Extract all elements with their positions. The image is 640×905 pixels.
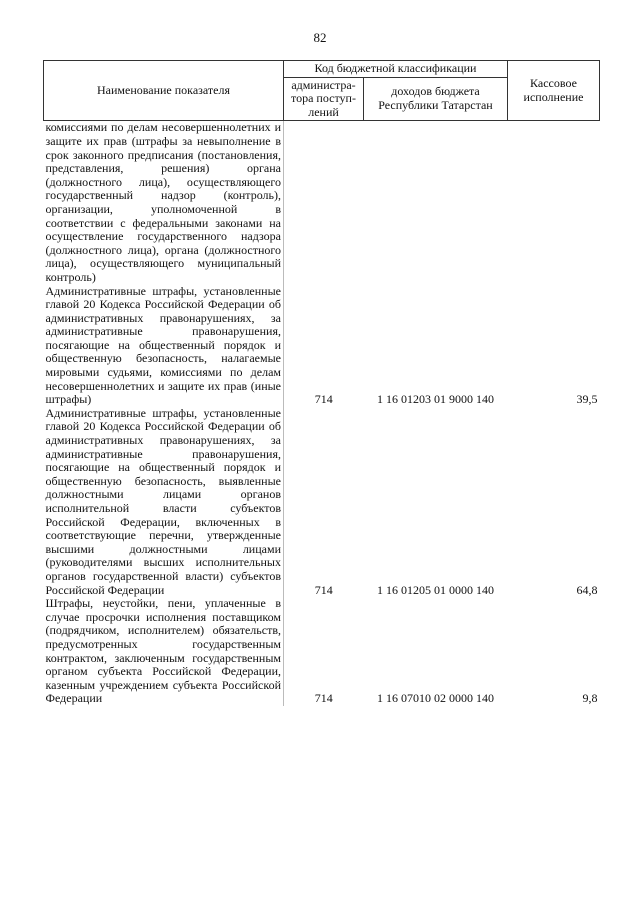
row-code	[364, 121, 508, 285]
header-code-group: Код бюджетной классификации	[284, 61, 508, 78]
row-name: комиссиями по делам несовершеннолетних и защите их прав (штрафы за невыполнение в срок законного предписания (постановления, представления, решения) органа (должностного лица), осуществляющего государственный надзор (контроль), организации, уполномоченной в соответствии с федеральными законами на осуществление государственного надзора (должностного лица), органа (должностного лица), осуществляющего муниципальный контроль)	[44, 121, 284, 285]
header-income: доходов бюджета Республики Татарстан	[364, 77, 508, 121]
row-code: 1 16 01205 01 0000 140	[377, 582, 494, 597]
header-name: Наименование показателя	[44, 61, 284, 121]
table-row	[44, 121, 600, 285]
row-name: Штрафы, неустойки, пени, уплаченные в случае просрочки исполнения поставщиком (подрядчиком, исполнителем) обязательств, предусмотренных государственным контрактом, заключенным государственным органом субъекта Российской Федерации, казенным учреждением субъекта Российской Федерации	[44, 597, 284, 706]
row-amount: 64,8	[576, 582, 598, 597]
row-amount: 9,8	[582, 691, 598, 706]
row-admin: 714	[314, 582, 333, 597]
row-admin	[284, 121, 364, 285]
table-row	[44, 597, 600, 706]
table-row	[44, 407, 600, 597]
budget-table	[43, 60, 600, 706]
row-code: 1 16 07010 02 0000 140	[377, 691, 494, 706]
row-admin: 714	[314, 392, 333, 407]
page-number: 82	[313, 30, 327, 45]
header-admin: администра-тора поступ-лений	[284, 77, 364, 121]
row-amount: 39,5	[576, 392, 598, 407]
row-name: Административные штрафы, установленные главой 20 Кодекса Российской Федерации об административных правонарушениях, за административные правонарушения, посягающие на общественный порядок и общественную безопасность, выявленные должностными лицами органов исполнительной власти субъектов Российской Федерации, включенных в соответствующие перечни, утвержденные высшими должностными лицами (руководителями высших исполнительных органов государственной власти) субъектов Российской Федерации	[44, 407, 284, 597]
row-admin: 714	[314, 691, 333, 706]
row-name: Административные штрафы, установленные главой 20 Кодекса Российской Федерации об административных правонарушениях, за административные правонарушения, посягающие на общественный порядок и общественную безопасность, налагаемые мировыми судьями, комиссиями по делам несовершеннолетних и защите их прав (иные штрафы)	[44, 285, 284, 407]
row-amount	[508, 121, 600, 285]
table-row	[44, 285, 600, 407]
header-execution: Кассовое исполнение	[508, 61, 600, 121]
row-code: 1 16 01203 01 9000 140	[377, 392, 494, 407]
